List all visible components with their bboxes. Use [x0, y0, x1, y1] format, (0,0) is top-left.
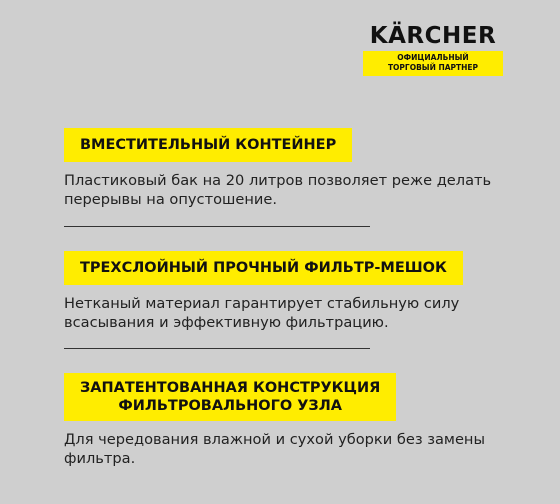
karcher-logo: KÄRCHER: [369, 23, 497, 49]
feature-container: [64, 128, 504, 209]
feature-description-line2: перерывы на опустошение.: [64, 191, 277, 208]
feature-heading: [64, 373, 396, 421]
feature-filter-bag: [64, 251, 504, 332]
feature-description-line2: всасывания и эффективную фильтрацию.: [64, 314, 389, 331]
feature-heading-line2: ФИЛЬТРОВАЛЬНОГО УЗЛА: [118, 398, 342, 414]
feature-description: [64, 430, 504, 468]
partner-badge: [363, 51, 503, 76]
feature-heading: ВМЕСТИТЕЛЬНЫЙ КОНТЕЙНЕР: [64, 128, 352, 162]
partner-badge-line2: ТОРГОВЫЙ ПАРТНЕР: [387, 63, 479, 72]
feature-description-line2: фильтра.: [64, 450, 136, 467]
feature-heading-line1: ЗАПАТЕНТОВАННАЯ КОНСТРУКЦИЯ: [80, 380, 381, 396]
partner-badge-line1: ОФИЦИАЛЬНЫЙ: [397, 53, 469, 62]
section-divider: [64, 348, 370, 349]
feature-heading: ТРЕХСЛОЙНЫЙ ПРОЧНЫЙ ФИЛЬТР-МЕШОК: [64, 251, 463, 285]
feature-description: [64, 294, 504, 332]
feature-filter-unit: [64, 373, 504, 468]
feature-description-line1: Пластиковый бак на 20 литров позволяет реже делать: [64, 172, 492, 189]
feature-description-line1: Для чередования влажной и сухой уборки без замены: [64, 431, 485, 448]
section-divider: [64, 226, 370, 227]
brand-block: [363, 24, 503, 76]
feature-description-line1: Нетканый материал гарантирует стабильную силу: [64, 295, 460, 312]
feature-description: [64, 171, 504, 209]
